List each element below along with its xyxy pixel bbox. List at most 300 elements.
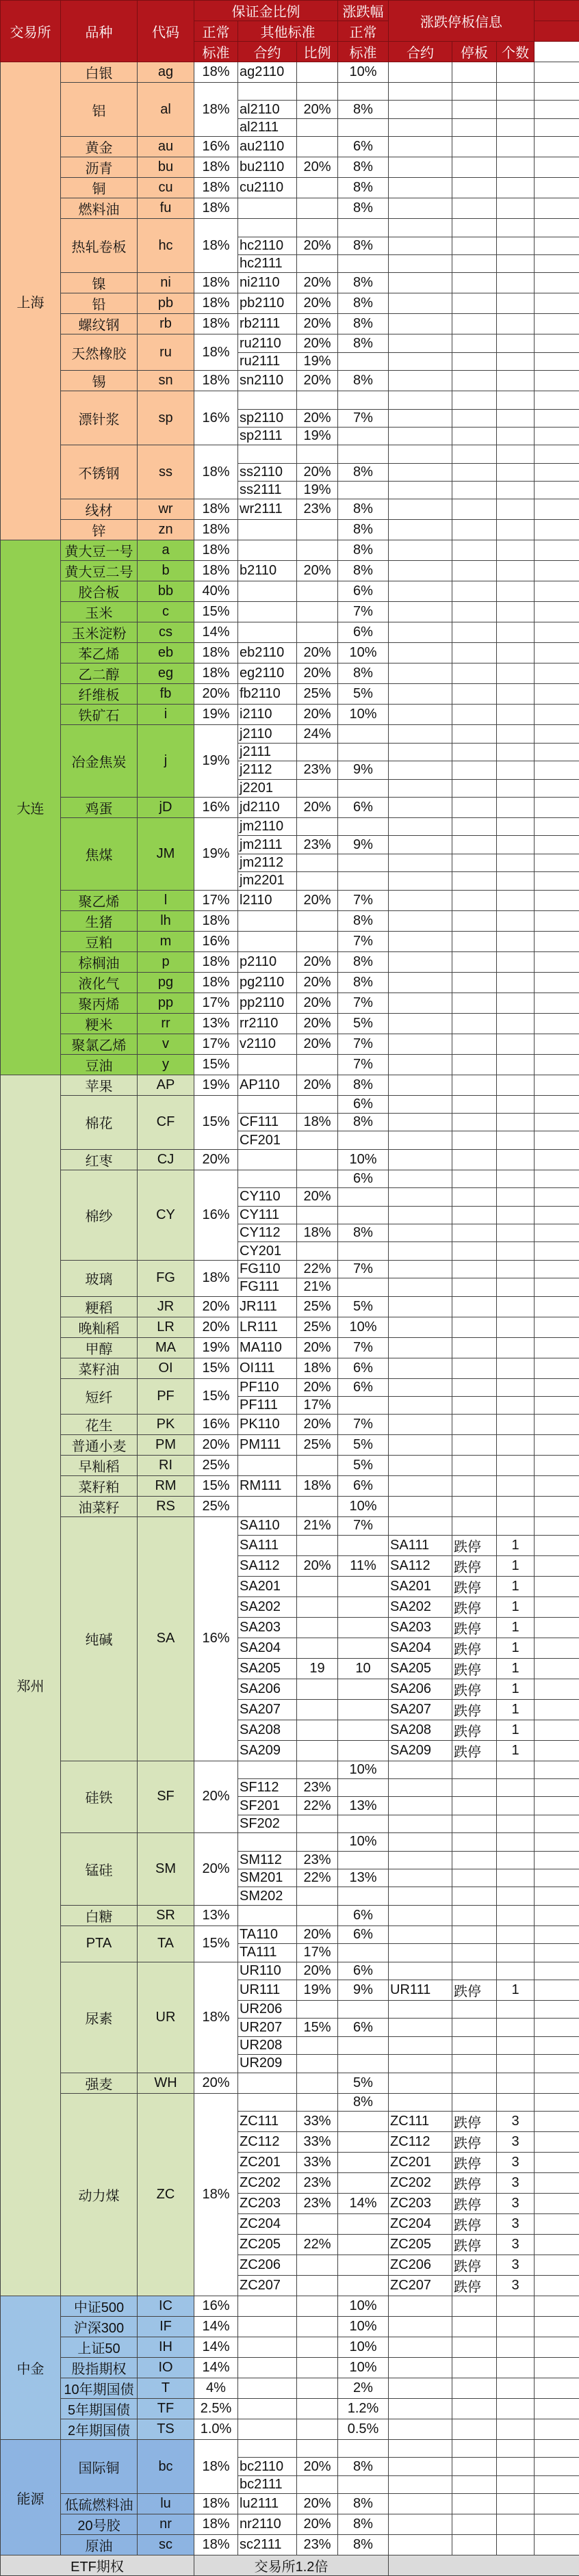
other-contract [238,198,297,219]
other-ratio [297,1095,338,1113]
other-contract [238,1095,297,1113]
limit-count [497,371,535,391]
limit-count [497,352,535,370]
limit-contract [389,499,452,520]
limit-board [452,178,497,198]
limit-board: 跌停 [452,2213,497,2234]
limit-board [452,1456,497,1476]
limit-standard: 7% [338,1054,389,1075]
limit-count [497,2439,535,2457]
limit-count [497,725,535,743]
other-ratio [297,872,338,890]
table-row [1,1905,579,1926]
blank-cell [535,1034,579,1054]
other-contract: FG111 [238,1278,297,1296]
blank-cell [535,137,579,157]
product-code: IH [138,2337,194,2357]
blank-cell [535,2514,579,2535]
limit-board [452,1869,497,1887]
product-name: 菜籽油 [61,1358,138,1378]
blank-cell [535,2357,579,2378]
limit-count [497,83,535,101]
product-name: 冶金焦炭 [61,725,138,798]
other-contract [238,931,297,951]
header-blank [535,1,579,21]
table-row [1,137,579,157]
limit-board [452,1887,497,1905]
margin-standard: 20% [194,684,238,705]
blank-cell [535,1944,579,1962]
blank-cell [535,352,579,370]
limit-board [452,581,497,602]
limit-board [452,2337,497,2357]
limit-contract: SA201 [389,1576,452,1596]
limit-contract [389,237,452,254]
table-row [1,1833,579,1851]
other-ratio [297,2255,338,2275]
blank-cell [535,1761,579,1778]
limit-standard: 7% [338,890,389,910]
limit-board [452,931,497,951]
other-ratio: 20% [297,237,338,254]
limit-standard [338,779,389,797]
other-ratio: 15% [297,2019,338,2036]
product-code: CY [138,1170,194,1260]
blank-cell [535,314,579,334]
limit-standard: 8% [338,237,389,254]
limit-count [497,2514,535,2535]
other-contract: bu2110 [238,157,297,178]
blank-cell [535,2316,579,2337]
limit-standard [338,1242,389,1260]
product-code: zn [138,520,194,540]
product-name: 黄大豆二号 [61,561,138,581]
limit-board [452,2073,497,2093]
limit-contract [389,872,452,890]
other-contract: ZC205 [238,2234,297,2255]
limit-board [452,1296,497,1317]
table-row [1,2357,579,2378]
other-contract: SA209 [238,1740,297,1761]
limit-count [497,1170,535,1187]
limit-contract [389,391,452,409]
other-contract: CY110 [238,1188,297,1206]
margin-standard: 19% [194,818,238,891]
table-row [1,910,579,931]
other-contract: sc2111 [238,2535,297,2555]
margin-standard: 4% [194,2378,238,2398]
table-row [1,2378,579,2398]
other-contract [238,2337,297,2357]
limit-count [497,2000,535,2018]
limit-standard [338,1638,389,1658]
limit-standard: 8% [338,2535,389,2555]
limit-count [497,198,535,219]
margin-standard: 15% [194,1095,238,1149]
other-contract: j2110 [238,725,297,743]
blank-cell [535,1131,579,1149]
other-ratio: 23% [297,761,338,779]
margin-standard: 16% [194,391,238,445]
limit-count [497,482,535,499]
margin-standard: 18% [194,561,238,581]
blank-cell [535,2131,579,2152]
product-name: 铅 [61,293,138,314]
margin-standard: 18% [194,178,238,198]
blank-cell [535,663,579,684]
blank-cell [535,561,579,581]
product-code: rr [138,1013,194,1034]
limit-standard: 8% [338,2514,389,2535]
other-contract: UR110 [238,1962,297,1980]
margin-standard: 14% [194,622,238,643]
other-contract: pb2110 [238,293,297,314]
other-contract [238,540,297,561]
limit-board [452,118,497,136]
product-code: RM [138,1476,194,1497]
other-contract: PK110 [238,1415,297,1435]
limit-count [497,1905,535,1926]
limit-contract [389,1224,452,1241]
limit-contract: SA202 [389,1596,452,1617]
blank-cell [535,2535,579,2555]
other-ratio [297,1761,338,1778]
blank-cell [535,2055,579,2073]
limit-standard: 8% [338,561,389,581]
other-ratio: 19% [297,427,338,445]
limit-count [497,334,535,352]
limit-count: 1 [497,1576,535,1596]
product-name: 白银 [61,62,138,83]
other-ratio [297,178,338,198]
other-contract [238,1054,297,1075]
limit-board [452,684,497,705]
blank-cell [535,371,579,391]
limit-count [497,1054,535,1075]
product-code: lh [138,910,194,931]
product-name: 晚籼稻 [61,1317,138,1337]
other-contract [238,2378,297,2398]
other-contract: sp2111 [238,427,297,445]
limit-contract [389,725,452,743]
table-row [1,951,579,972]
limit-standard [338,1944,389,1962]
other-contract: SA208 [238,1720,297,1740]
table-row [1,1456,579,1476]
limit-contract [389,836,452,854]
limit-board [452,482,497,499]
other-contract [238,2093,297,2111]
table-row [1,1054,579,1075]
other-contract: rb2111 [238,314,297,334]
product-code: sc [138,2535,194,2555]
other-ratio: 23% [297,1779,338,1797]
other-ratio: 33% [297,2131,338,2152]
limit-board [452,818,497,836]
blank-cell [535,1075,579,1095]
product-name: 聚氯乙烯 [61,1034,138,1054]
limit-board [452,540,497,561]
limit-count: 1 [497,1658,535,1679]
other-ratio [297,1456,338,1476]
margin-standard: 19% [194,725,238,798]
blank-cell [535,1054,579,1075]
blank-cell [535,1962,579,1980]
blank-cell [535,1095,579,1113]
limit-standard [338,2234,389,2255]
limit-contract [389,1131,452,1149]
blank-cell [535,499,579,520]
limit-board [452,1962,497,1980]
limit-count [497,62,535,83]
limit-count [497,463,535,481]
table-row [1,1149,579,1170]
limit-contract: SA206 [389,1679,452,1699]
other-ratio [297,910,338,931]
other-contract: hc2111 [238,254,297,272]
header-limit-count: 个数 [497,42,535,62]
limit-contract: ZC203 [389,2193,452,2213]
limit-board [452,2093,497,2111]
other-ratio: 20% [297,643,338,663]
other-ratio: 20% [297,1188,338,1206]
other-contract [238,1497,297,1517]
other-ratio: 25% [297,1317,338,1337]
product-name: 股指期权 [61,2357,138,2378]
limit-contract [389,1517,452,1535]
limit-count [497,2296,535,2316]
limit-contract [389,2337,452,2357]
margin-standard: 16% [194,798,238,818]
limit-board [452,314,497,334]
limit-standard: 5% [338,2073,389,2093]
margin-standard: 16% [194,137,238,157]
product-name: 早籼稻 [61,1456,138,1476]
limit-standard [338,1779,389,1797]
other-ratio [297,1740,338,1761]
limit-standard [338,2255,389,2275]
product-code: ru [138,334,194,371]
product-code: pg [138,972,194,993]
product-code: ag [138,62,194,83]
limit-contract [389,409,452,427]
limit-contract [389,2535,452,2555]
limit-contract [389,2458,452,2475]
blank-cell [535,2398,579,2419]
other-ratio: 22% [297,1869,338,1887]
table-row [1,2398,579,2419]
limit-contract: ZC112 [389,2131,452,2152]
limit-count [497,1435,535,1456]
limit-contract [389,2494,452,2514]
table-row [1,1260,579,1278]
limit-count [497,445,535,463]
product-code: MA [138,1337,194,1358]
product-code: ni [138,273,194,293]
limit-contract [389,1456,452,1476]
table-row [1,1926,579,1943]
limit-standard [338,1188,389,1206]
other-contract: UR208 [238,2036,297,2054]
other-ratio [297,1206,338,1224]
limit-count [497,993,535,1013]
other-contract: CY111 [238,1206,297,1224]
limit-board [452,1797,497,1815]
limit-standard: 6% [338,1378,389,1396]
limit-contract [389,602,452,622]
blank-cell [535,2458,579,2475]
limit-contract [389,951,452,972]
limit-contract [389,1851,452,1869]
limit-standard: 5% [338,1296,389,1317]
other-ratio: 20% [297,1034,338,1054]
limit-count: 1 [497,1617,535,1638]
limit-standard: 8% [338,910,389,931]
blank-cell [535,910,579,931]
limit-count: 1 [497,1980,535,2000]
limit-standard [338,1131,389,1149]
margin-standard: 15% [194,1358,238,1378]
other-contract: ru2110 [238,334,297,352]
limit-contract [389,445,452,463]
limit-contract: SA204 [389,1638,452,1658]
other-ratio: 20% [297,273,338,293]
product-code: hc [138,219,194,273]
limit-standard [338,1396,389,1414]
blank-cell [535,1278,579,1296]
other-ratio: 20% [297,371,338,391]
limit-board [452,1113,497,1131]
exchange-name: 上海 [1,62,61,540]
limit-standard: 10% [338,2337,389,2357]
header-contract: 合约 [238,42,297,62]
limit-standard [338,1851,389,1869]
product-name: 不锈钢 [61,445,138,499]
limit-contract [389,1242,452,1260]
product-name: 棉花 [61,1095,138,1149]
limit-board [452,836,497,854]
limit-contract [389,581,452,602]
limit-count: 3 [497,2275,535,2296]
other-contract: SA201 [238,1576,297,1596]
limit-contract [389,1435,452,1456]
limit-contract [389,1337,452,1358]
header-normal: 正常 [194,21,238,42]
other-contract: PF110 [238,1378,297,1396]
table-row [1,1095,579,1113]
product-code: sn [138,371,194,391]
footer-label: ETF期权 [1,2555,194,2576]
limit-count [497,2316,535,2337]
other-contract: PF111 [238,1396,297,1414]
limit-board [452,561,497,581]
limit-contract [389,427,452,445]
blank-cell [535,1337,579,1358]
limit-contract [389,1095,452,1113]
header-ratio: 比例 [297,42,338,62]
limit-standard: 0.5% [338,2419,389,2439]
limit-board: 跌停 [452,1740,497,1761]
other-ratio [297,1617,338,1638]
limit-count [497,237,535,254]
table-row [1,581,579,602]
product-name: 沥青 [61,157,138,178]
table-row [1,540,579,561]
limit-contract [389,1761,452,1778]
blank-cell [535,993,579,1013]
margin-standard: 25% [194,1497,238,1517]
other-ratio: 20% [297,1926,338,1943]
limit-count: 3 [497,2255,535,2275]
other-ratio: 20% [297,1555,338,1576]
product-name: 20号胶 [61,2514,138,2535]
limit-standard [338,1206,389,1224]
limit-board [452,445,497,463]
limit-contract [389,1476,452,1497]
limit-standard [338,1720,389,1740]
product-name: 黄金 [61,137,138,157]
limit-standard [338,2131,389,2152]
other-contract: CF111 [238,1113,297,1131]
limit-count [497,931,535,951]
table-row [1,1497,579,1517]
product-code: a [138,540,194,561]
other-ratio: 19 [297,1658,338,1679]
product-name: 锰硅 [61,1833,138,1906]
other-ratio [297,1242,338,1260]
other-ratio [297,254,338,272]
limit-contract [389,931,452,951]
other-ratio: 20% [297,293,338,314]
product-name: 5年期国债 [61,2398,138,2419]
limit-standard: 8% [338,951,389,972]
table-row [1,1378,579,1396]
limit-board [452,1242,497,1260]
limit-contract: SA112 [389,1555,452,1576]
other-contract [238,445,297,463]
other-ratio: 25% [297,1296,338,1317]
blank-cell [535,1699,579,1720]
limit-board: 跌停 [452,1576,497,1596]
blank-cell [535,1188,579,1206]
other-contract: CY112 [238,1224,297,1241]
table-row [1,2535,579,2555]
blank-cell [535,2172,579,2193]
other-contract: UR209 [238,2055,297,2073]
other-contract: UR207 [238,2019,297,2036]
other-contract [238,391,297,409]
limit-standard: 6% [338,2019,389,2036]
margin-standard: 13% [194,1013,238,1034]
limit-count: 3 [497,2111,535,2131]
header-exchange: 交易所 [1,1,61,62]
blank-cell [535,725,579,743]
blank-cell [535,1456,579,1476]
product-name: 苯乙烯 [61,643,138,663]
other-ratio [297,2398,338,2419]
other-contract: JR111 [238,1296,297,1317]
limit-standard [338,254,389,272]
header-limit-group: 涨跌幅 [338,1,389,21]
limit-contract [389,1034,452,1054]
limit-count [497,836,535,854]
blank-cell [535,643,579,663]
other-contract: bc2110 [238,2458,297,2475]
product-code: FG [138,1260,194,1296]
table-row [1,1337,579,1358]
blank-cell [535,1833,579,1851]
other-ratio: 23% [297,836,338,854]
